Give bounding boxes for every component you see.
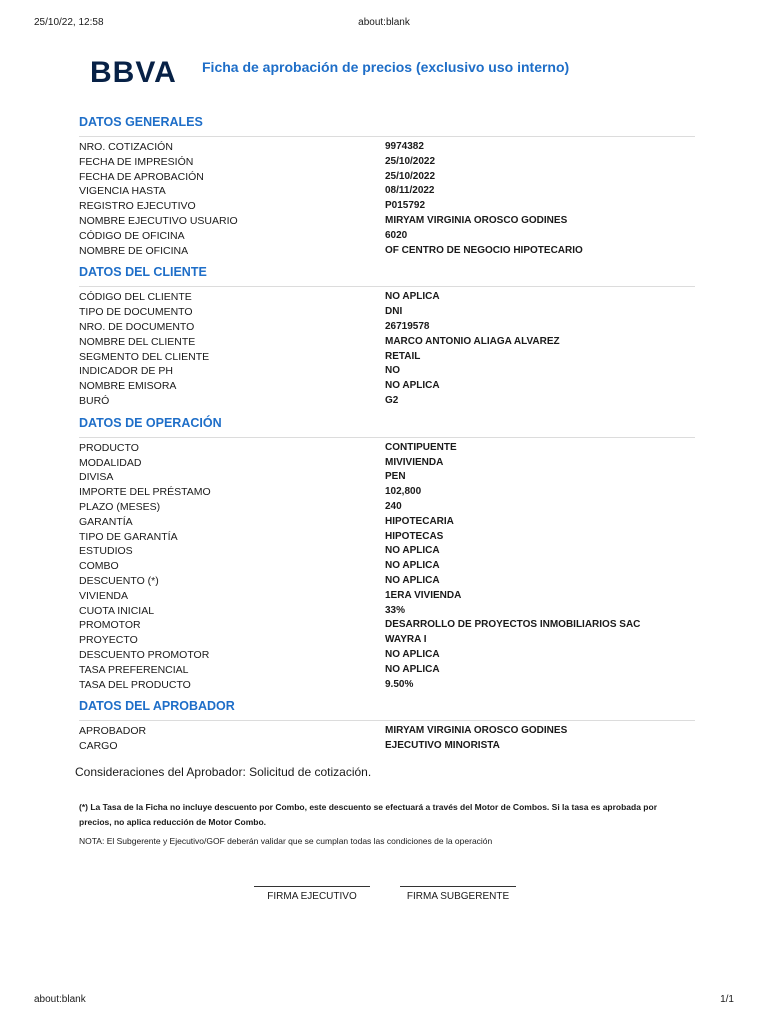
discount-note: (*) La Tasa de la Ficha no incluye descuento por Combo, este descuento se efectuará a través del Motor de Combos. Si la tasa es aprobada por precios, no aplica reducción de Motor Combo. <box>79 802 657 827</box>
field-value: MIRYAM VIRGINIA OROSCO GODINES <box>385 725 568 737</box>
field-row <box>79 574 695 589</box>
field-value: NO <box>385 365 400 377</box>
field-row <box>79 199 695 214</box>
field-value: 102,800 <box>385 486 422 498</box>
field-label: MODALIDAD <box>79 456 142 469</box>
field-label: PROYECTO <box>79 634 138 647</box>
field-row <box>79 170 695 185</box>
field-label: FECHA DE IMPRESIÓN <box>79 155 194 168</box>
field-label: DESCUENTO PROMOTOR <box>79 648 210 661</box>
field-row <box>79 618 695 633</box>
field-row <box>79 290 695 305</box>
field-value: 9974382 <box>385 141 424 152</box>
field-value: NO APLICA <box>385 380 440 392</box>
field-value: NO APLICA <box>385 663 440 675</box>
footer-url: about:blank <box>34 994 86 1005</box>
field-value: DNI <box>385 306 403 318</box>
field-row <box>79 530 695 545</box>
field-label: PLAZO (MESES) <box>79 500 161 513</box>
document-title: Ficha de aprobación de precios (exclusivo uso interno) <box>202 59 570 75</box>
field-label: ESTUDIOS <box>79 545 133 558</box>
field-value: MIRYAM VIRGINIA OROSCO GODINES <box>385 214 568 226</box>
field-label: IMPORTE DEL PRÉSTAMO <box>79 486 211 499</box>
field-label: CÓDIGO DE OFICINA <box>79 229 185 242</box>
field-label: PROMOTOR <box>79 619 141 632</box>
field-row <box>79 184 695 199</box>
field-value: CONTIPUENTE <box>385 441 457 453</box>
section-datos-operacion <box>79 409 695 693</box>
field-label: FECHA DE APROBACIÓN <box>79 170 204 183</box>
field-value: 26719578 <box>385 320 430 332</box>
field-row <box>79 559 695 574</box>
field-row <box>79 633 695 648</box>
field-row <box>79 140 695 155</box>
field-value: NO APLICA <box>385 560 440 572</box>
field-label: GARANTÍA <box>79 515 133 528</box>
field-value: WAYRA I <box>385 634 427 646</box>
field-row <box>79 544 695 559</box>
field-label: INDICADOR DE PH <box>79 365 173 378</box>
approver-considerations: Consideraciones del Aprobador: Solicitud de cotización. <box>75 765 372 779</box>
field-value: 1ERA VIVIENDA <box>385 589 462 601</box>
field-value: HIPOTECAS <box>385 530 444 542</box>
field-label: NOMBRE EJECUTIVO USUARIO <box>79 214 238 227</box>
print-header <box>34 17 734 31</box>
section-datos-cliente <box>79 258 695 408</box>
print-datetime: 25/10/22, 12:58 <box>34 17 104 28</box>
field-row <box>79 229 695 244</box>
field-label: TIPO DE GARANTÍA <box>79 530 178 543</box>
field-value: 240 <box>385 500 402 512</box>
field-row <box>79 155 695 170</box>
field-label: SEGMENTO DEL CLIENTE <box>79 350 210 363</box>
field-row <box>79 244 695 259</box>
field-value: 25/10/2022 <box>385 170 436 182</box>
field-row <box>79 379 695 394</box>
field-row <box>79 500 695 515</box>
field-value: HIPOTECARIA <box>385 515 454 527</box>
field-value: 6020 <box>385 229 408 241</box>
field-row <box>79 214 695 229</box>
document-header <box>90 55 690 89</box>
field-label: TASA PREFERENCIAL <box>79 663 189 676</box>
field-label: NOMBRE DEL CLIENTE <box>79 335 196 348</box>
field-row <box>79 394 695 409</box>
field-value: G2 <box>385 394 399 406</box>
field-value: MIVIVIENDA <box>385 456 444 468</box>
field-value: 08/11/2022 <box>385 185 435 197</box>
document-body <box>79 108 695 754</box>
signature-subgerente <box>400 886 516 902</box>
field-label: NOMBRE EMISORA <box>79 380 177 393</box>
field-value: NO APLICA <box>385 574 440 586</box>
field-value: NO APLICA <box>385 545 440 557</box>
field-value: NO APLICA <box>385 648 440 660</box>
field-row <box>79 320 695 335</box>
field-row <box>79 589 695 604</box>
field-label: DESCUENTO (*) <box>79 574 159 587</box>
field-label: PRODUCTO <box>79 441 139 454</box>
section-title: DATOS GENERALES <box>79 108 695 137</box>
field-row <box>79 604 695 619</box>
section-title: DATOS DE OPERACIÓN <box>79 409 695 438</box>
validation-note: NOTA: El Subgerente y Ejecutivo/GOF deberán validar que se cumplan todas las condiciones de la operación <box>79 836 493 846</box>
field-row <box>79 739 695 754</box>
page-number: 1/1 <box>720 994 734 1005</box>
print-footer <box>34 994 734 1008</box>
field-value: 9.50% <box>385 678 414 690</box>
signature-line <box>254 886 370 887</box>
field-label: REGISTRO EJECUTIVO <box>79 200 196 213</box>
field-row <box>79 724 695 739</box>
print-url: about:blank <box>358 17 410 28</box>
field-label: APROBADOR <box>79 725 147 738</box>
signature-line <box>400 886 516 887</box>
field-value: MARCO ANTONIO ALIAGA ALVAREZ <box>385 335 560 347</box>
signature-label: FIRMA SUBGERENTE <box>406 891 510 902</box>
field-value: PEN <box>385 471 406 483</box>
field-label: CUOTA INICIAL <box>79 604 155 617</box>
field-value: OF CENTRO DE NEGOCIO HIPOTECARIO <box>385 244 583 256</box>
field-value: NO APLICA <box>385 291 440 303</box>
field-row <box>79 350 695 365</box>
field-label: TIPO DE DOCUMENTO <box>79 306 193 319</box>
field-label: NOMBRE DE OFICINA <box>79 244 189 257</box>
field-row <box>79 648 695 663</box>
field-value: 33% <box>385 604 406 616</box>
field-label: TASA DEL PRODUCTO <box>79 678 191 691</box>
field-row <box>79 335 695 350</box>
field-row <box>79 485 695 500</box>
section-title: DATOS DEL APROBADOR <box>79 692 695 721</box>
field-value: P015792 <box>385 200 426 212</box>
svg-text:BBVA: BBVA <box>90 56 177 85</box>
field-value: RETAIL <box>385 350 421 362</box>
field-value: 25/10/2022 <box>385 155 436 167</box>
field-row <box>79 441 695 456</box>
signature-executive <box>254 886 370 902</box>
field-row <box>79 663 695 678</box>
field-label: BURÓ <box>79 394 110 407</box>
field-label: VIVIENDA <box>79 589 129 602</box>
section-datos-aprobador <box>79 692 695 754</box>
field-row <box>79 456 695 471</box>
field-label: NRO. DE DOCUMENTO <box>79 320 195 333</box>
field-label: COMBO <box>79 560 119 573</box>
bbva-logo <box>90 55 184 85</box>
section-title: DATOS DEL CLIENTE <box>79 258 695 287</box>
field-label: CARGO <box>79 740 118 753</box>
field-label: NRO. COTIZACIÓN <box>79 141 173 153</box>
field-row <box>79 470 695 485</box>
field-row <box>79 364 695 379</box>
field-label: VIGENCIA HASTA <box>79 185 166 198</box>
field-row <box>79 515 695 530</box>
signature-label: FIRMA EJECUTIVO <box>267 891 357 902</box>
field-value: DESARROLLO DE PROYECTOS INMOBILIARIOS SAC <box>385 619 641 631</box>
field-row <box>79 678 695 693</box>
field-value: EJECUTIVO MINORISTA <box>385 740 500 752</box>
section-datos-generales <box>79 108 695 258</box>
field-label: CÓDIGO DEL CLIENTE <box>79 291 192 304</box>
field-row <box>79 305 695 320</box>
field-label: DIVISA <box>79 471 114 484</box>
